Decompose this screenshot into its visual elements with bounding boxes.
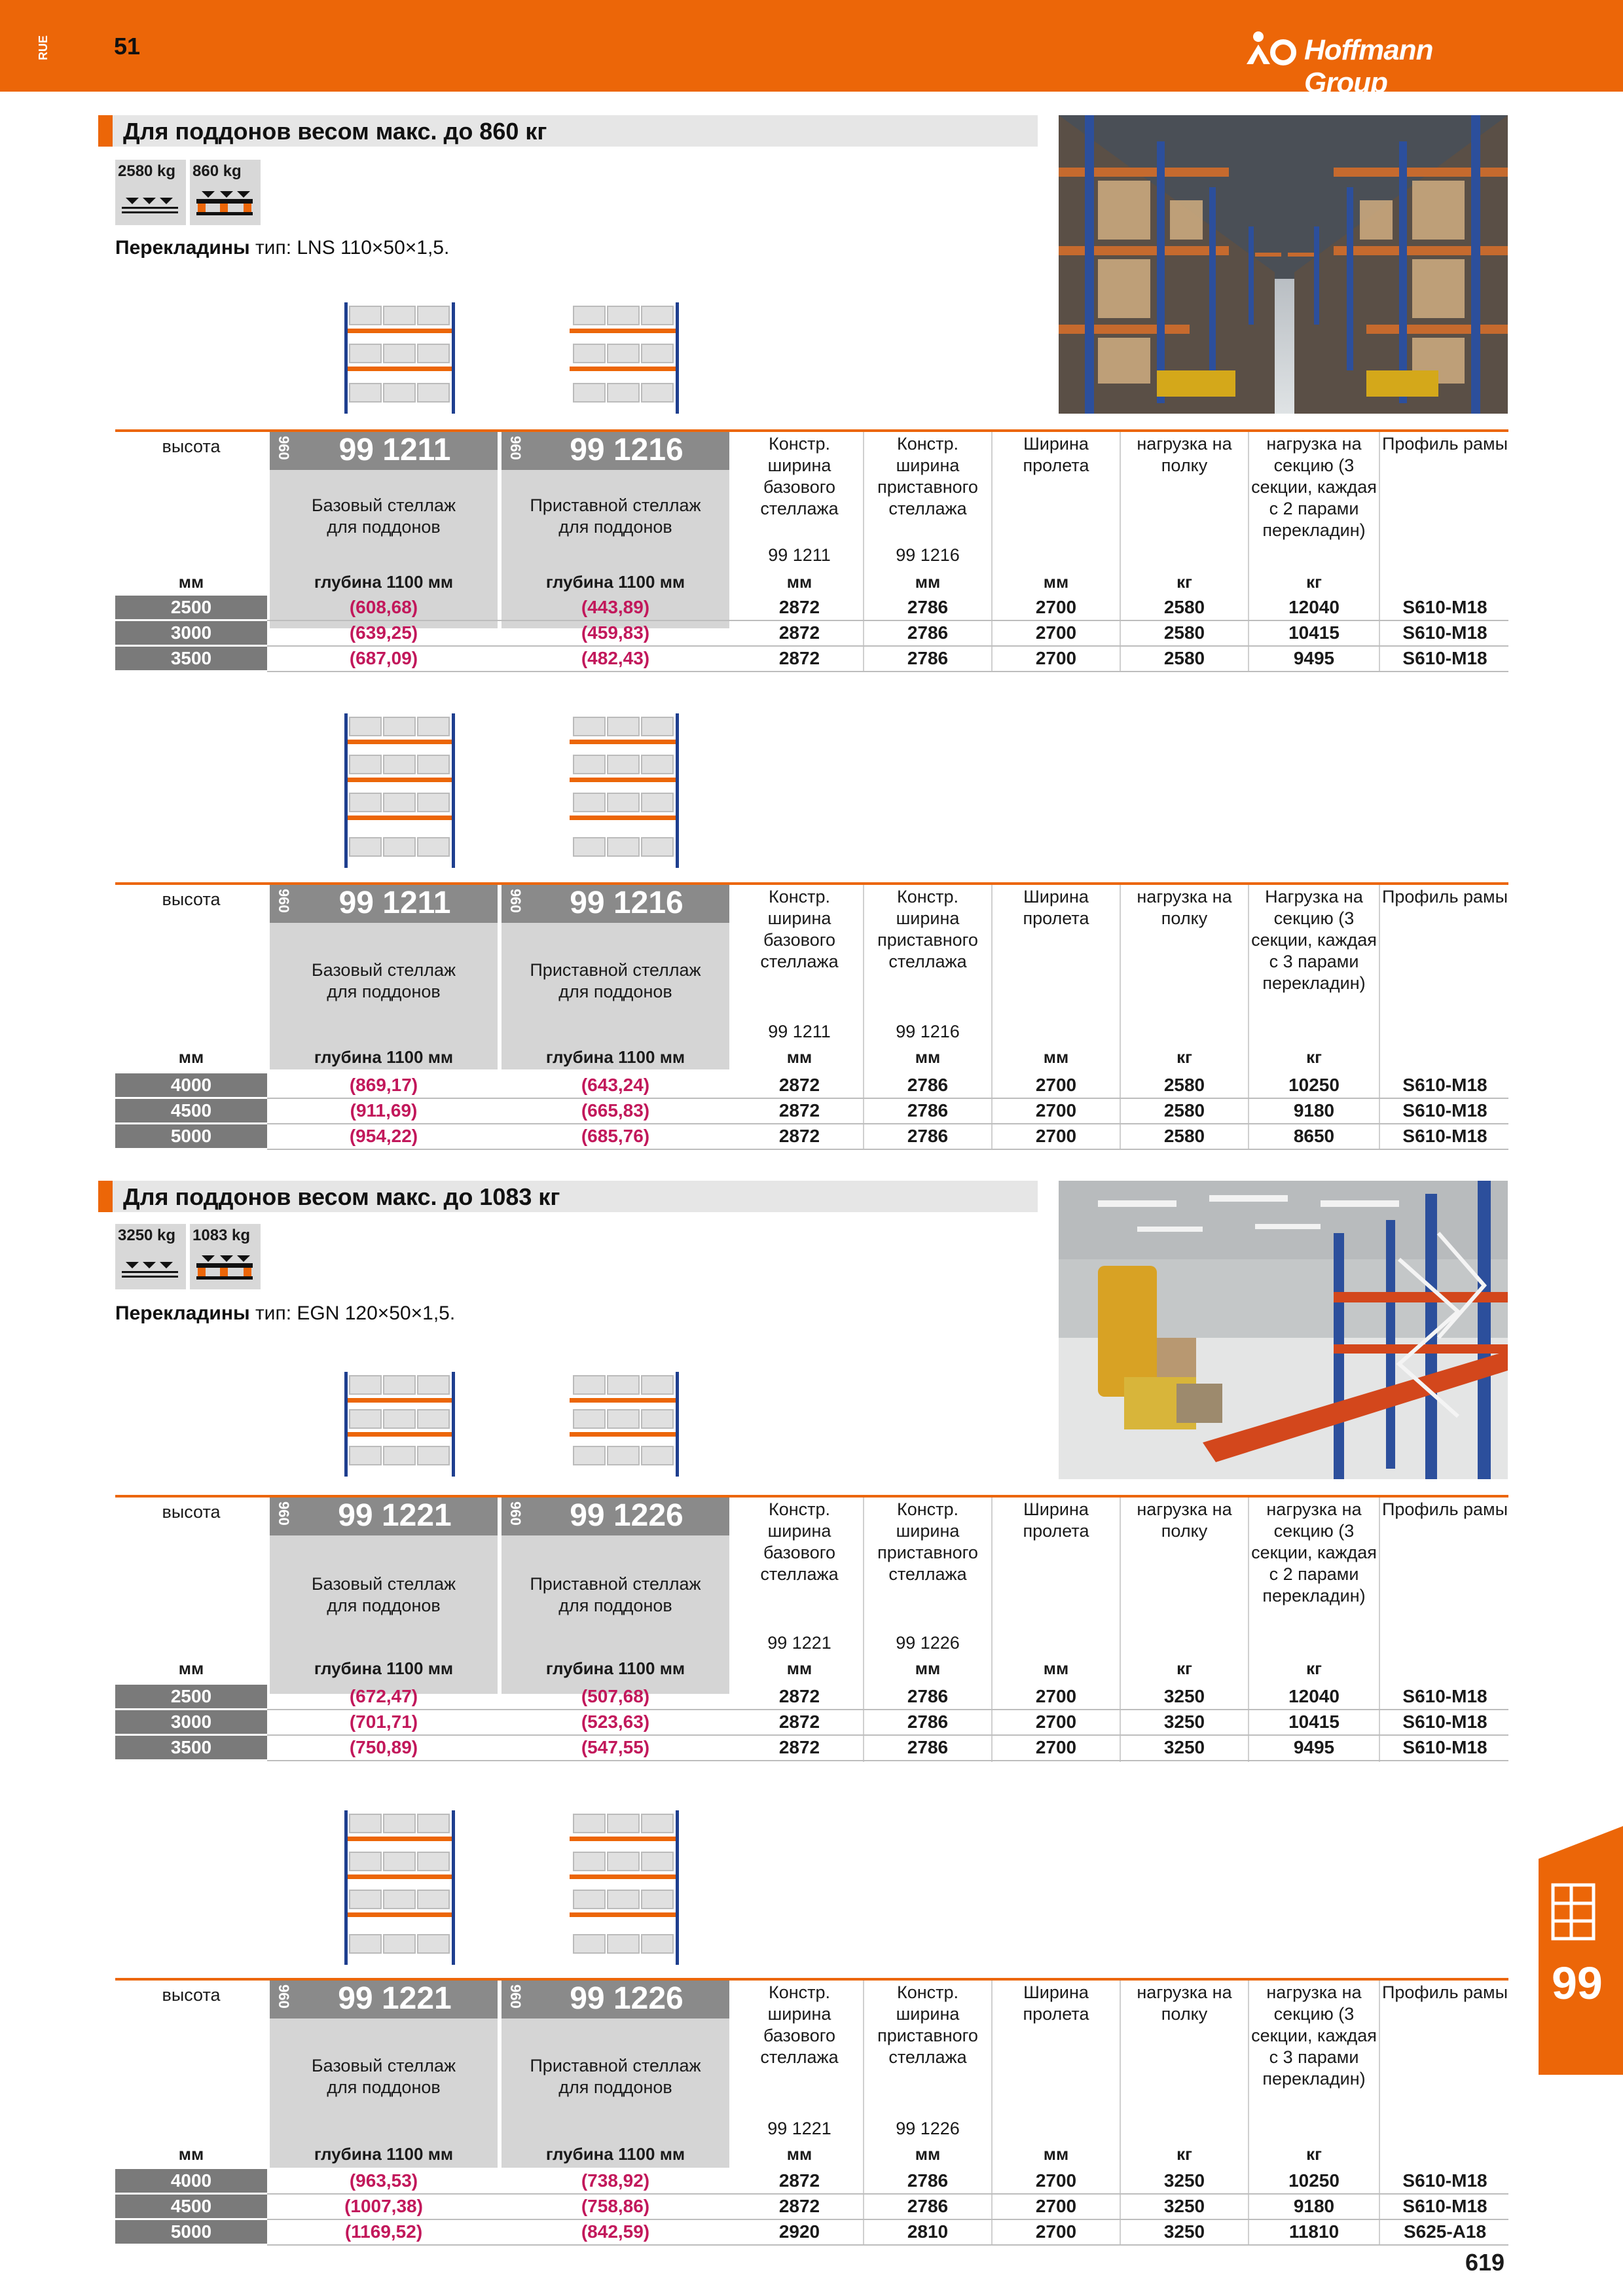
- base-rack-drawing: [342, 302, 460, 417]
- beams-type: Перекладины тип: LNS 110×50×1,5.: [115, 237, 450, 259]
- height-value: 2500: [115, 596, 267, 619]
- price: (911,69): [350, 1100, 418, 1121]
- height-value: 4500: [115, 1099, 267, 1122]
- height-value: 3500: [115, 647, 267, 670]
- chapter-tab[interactable]: [1539, 1826, 1623, 2075]
- price: (750,89): [349, 1737, 418, 1757]
- hoffmann-logo-icon: [1244, 30, 1300, 67]
- add-on-rack-drawing: [566, 1810, 684, 1968]
- price: (1007,38): [344, 2196, 423, 2216]
- price: (639,25): [349, 622, 418, 643]
- shelf-load-icon: [119, 1253, 182, 1279]
- price: (443,89): [581, 597, 650, 617]
- height-header: высота: [162, 437, 221, 456]
- height-value: 5000: [115, 2220, 267, 2244]
- height-value: 3000: [115, 621, 267, 645]
- pallet-load-badge: 1083 kg: [190, 1224, 261, 1289]
- brand-logo: [1244, 30, 1519, 99]
- base-rack-drawing: [342, 713, 460, 871]
- add-on-rack-drawing: [566, 713, 684, 871]
- height-value: 4000: [115, 2169, 267, 2193]
- brand-name: Hoffmann Group: [1304, 34, 1433, 99]
- price: (687,09): [349, 648, 418, 668]
- article-code: 99 1211: [338, 433, 451, 467]
- price: (963,53): [349, 2170, 418, 2191]
- height-value: 2500: [115, 1685, 267, 1708]
- price: (869,17): [349, 1075, 418, 1095]
- article-code: 99 1216: [570, 886, 684, 920]
- page-number: 619: [1465, 2249, 1505, 2276]
- price-table: высота 960 960 99 1221 99 1226 Базовый стеллаж для поддонов Приставной стеллаж для поддонов глубина 1100 мм глубина 1100 мм мм Констр. ширина базового стеллажа Констр. ширина приставного стеллажа Ширина пролета нагрузка на полку нагрузка на секцию (3 секции, каждая с 2 парами перекладин) Профиль рамы 99 1221 99 1226 мм мм мм кг кг 2500 3000 3500 (672,47) (507,68) (701,71) (523,63) (750,89) (547,55) 2872 2786 2700 3250 12040 S610-M18 2872 2786 2700 3250 10415 S610-M18 2872 2786 2700 3250 9495 S610-M18: [115, 1495, 1508, 1738]
- pallet-load-icon: [194, 1253, 257, 1282]
- price-table: высота 960 960 99 1211 99 1216 Базовый стеллаж для поддонов Приставной стеллаж для поддонов глубина 1100 мм глубина 1100 мм мм Констр. ширина базового стеллажа Констр. ширина приставного стеллажа Ширина пролета нагрузка на полку Нагрузка на секцию (3 секции, каждая с 3 парами перекладин) Профиль рамы 99 1211 99 1216 мм мм мм кг кг 4000 4500 5000 (869,17) (643,24) (911,69) (665,83) (954,22) (685,76) 2872 2786 2700 2580 10250 S610-M18 2872 2786 2700 2580 9180 S610-M18 2872 2786 2700 2580 8650 S610-M18: [115, 882, 1508, 1151]
- price: (482,43): [581, 648, 650, 668]
- height-value: 3500: [115, 1736, 267, 1759]
- section-title: Для поддонов весом макс. до 1083 кг: [98, 1181, 1038, 1212]
- price: (672,47): [349, 1686, 418, 1706]
- price: (507,68): [581, 1686, 650, 1706]
- article-code: 99 1216: [570, 433, 684, 467]
- article-code: 99 1221: [338, 1981, 452, 2016]
- price-table: высота 960 960 99 1211 99 1216 Базовый стеллаж для поддонов Приставной стеллаж для поддонов глубина 1100 мм глубина 1100 мм мм Констр. ширина базового стеллажа Констр. ширина приставного стеллажа Ширина пролета нагрузка на полку нагрузка на секцию (3 секции, каждая с 2 парами перекладин) Профиль рамы 99 1211 99 1216 мм мм мм кг кг 2500 3000 3500 (608,68) (443,89) (639,25) (459,83) (687,09) (482,43) 2872 2786 2700 2580 12040 S610-M18 2872 2786 2700 2580 10415 S610-M18 2872 2786 2700 2580 9495 S610-M18: [115, 429, 1508, 673]
- pallet-load-icon: [194, 188, 257, 217]
- beams-type: Перекладины тип: EGN 120×50×1,5.: [115, 1302, 456, 1324]
- price: (665,83): [581, 1100, 650, 1121]
- shelf-load-icon: [119, 188, 182, 215]
- article-code: 99 1226: [570, 1498, 684, 1533]
- warehouse-photo: [1059, 115, 1508, 414]
- chapter-tab-number: 99: [1552, 1958, 1603, 2009]
- language-code: RUE: [37, 35, 50, 60]
- shelf-load-badge: 3250 kg: [115, 1224, 186, 1289]
- article-code: 99 1226: [570, 1981, 684, 2016]
- height-value: 4500: [115, 2195, 267, 2218]
- pallet-load-badge: 860 kg: [190, 160, 261, 225]
- price: (954,22): [349, 1126, 418, 1146]
- warehouse-photo: [1059, 1181, 1508, 1479]
- article-code: 99 1221: [338, 1498, 452, 1533]
- price: (547,55): [581, 1737, 650, 1757]
- shelf-load-badge: 2580 kg: [115, 160, 186, 225]
- price: (1169,52): [344, 2221, 423, 2242]
- price: (685,76): [581, 1126, 650, 1146]
- price: (643,24): [581, 1075, 650, 1095]
- height-header: высота: [162, 1985, 221, 2005]
- height-value: 3000: [115, 1710, 267, 1734]
- height-header: высота: [162, 1502, 221, 1522]
- base-rack-drawing: [342, 1810, 460, 1968]
- article-code: 99 1211: [338, 886, 451, 920]
- price: (758,86): [581, 2196, 650, 2216]
- height-value: 5000: [115, 1124, 267, 1148]
- price: (608,68): [349, 597, 418, 617]
- price: (701,71): [349, 1712, 418, 1732]
- price: (523,63): [581, 1712, 650, 1732]
- section-title: Для поддонов весом макс. до 860 кг: [98, 115, 1038, 147]
- chapter-number: 51: [114, 33, 141, 60]
- price: (738,92): [581, 2170, 650, 2191]
- height-header: высота: [162, 889, 221, 909]
- add-on-rack-drawing: [566, 302, 684, 417]
- height-value: 4000: [115, 1073, 267, 1097]
- price-table: высота 960 960 99 1221 99 1226 Базовый стеллаж для поддонов Приставной стеллаж для поддонов глубина 1100 мм глубина 1100 мм мм Констр. ширина базового стеллажа Констр. ширина приставного стеллажа Ширина пролета нагрузка на полку нагрузка на секцию (3 секции, каждая с 3 парами перекладин) Профиль рамы 99 1221 99 1226 мм мм мм кг кг 4000 4500 5000 (963,53) (738,92) (1007,38) (758,86) (1169,52) (842,59) 2872 2786 2700 3250 10250 S610-M18 2872 2786 2700 3250 9180 S610-M18 2920 2810 2700 3250 11810 S625-A18: [115, 1978, 1508, 2246]
- price: (459,83): [581, 622, 650, 643]
- price: (842,59): [581, 2221, 650, 2242]
- add-on-rack-drawing: [566, 1372, 684, 1480]
- base-rack-drawing: [342, 1372, 460, 1480]
